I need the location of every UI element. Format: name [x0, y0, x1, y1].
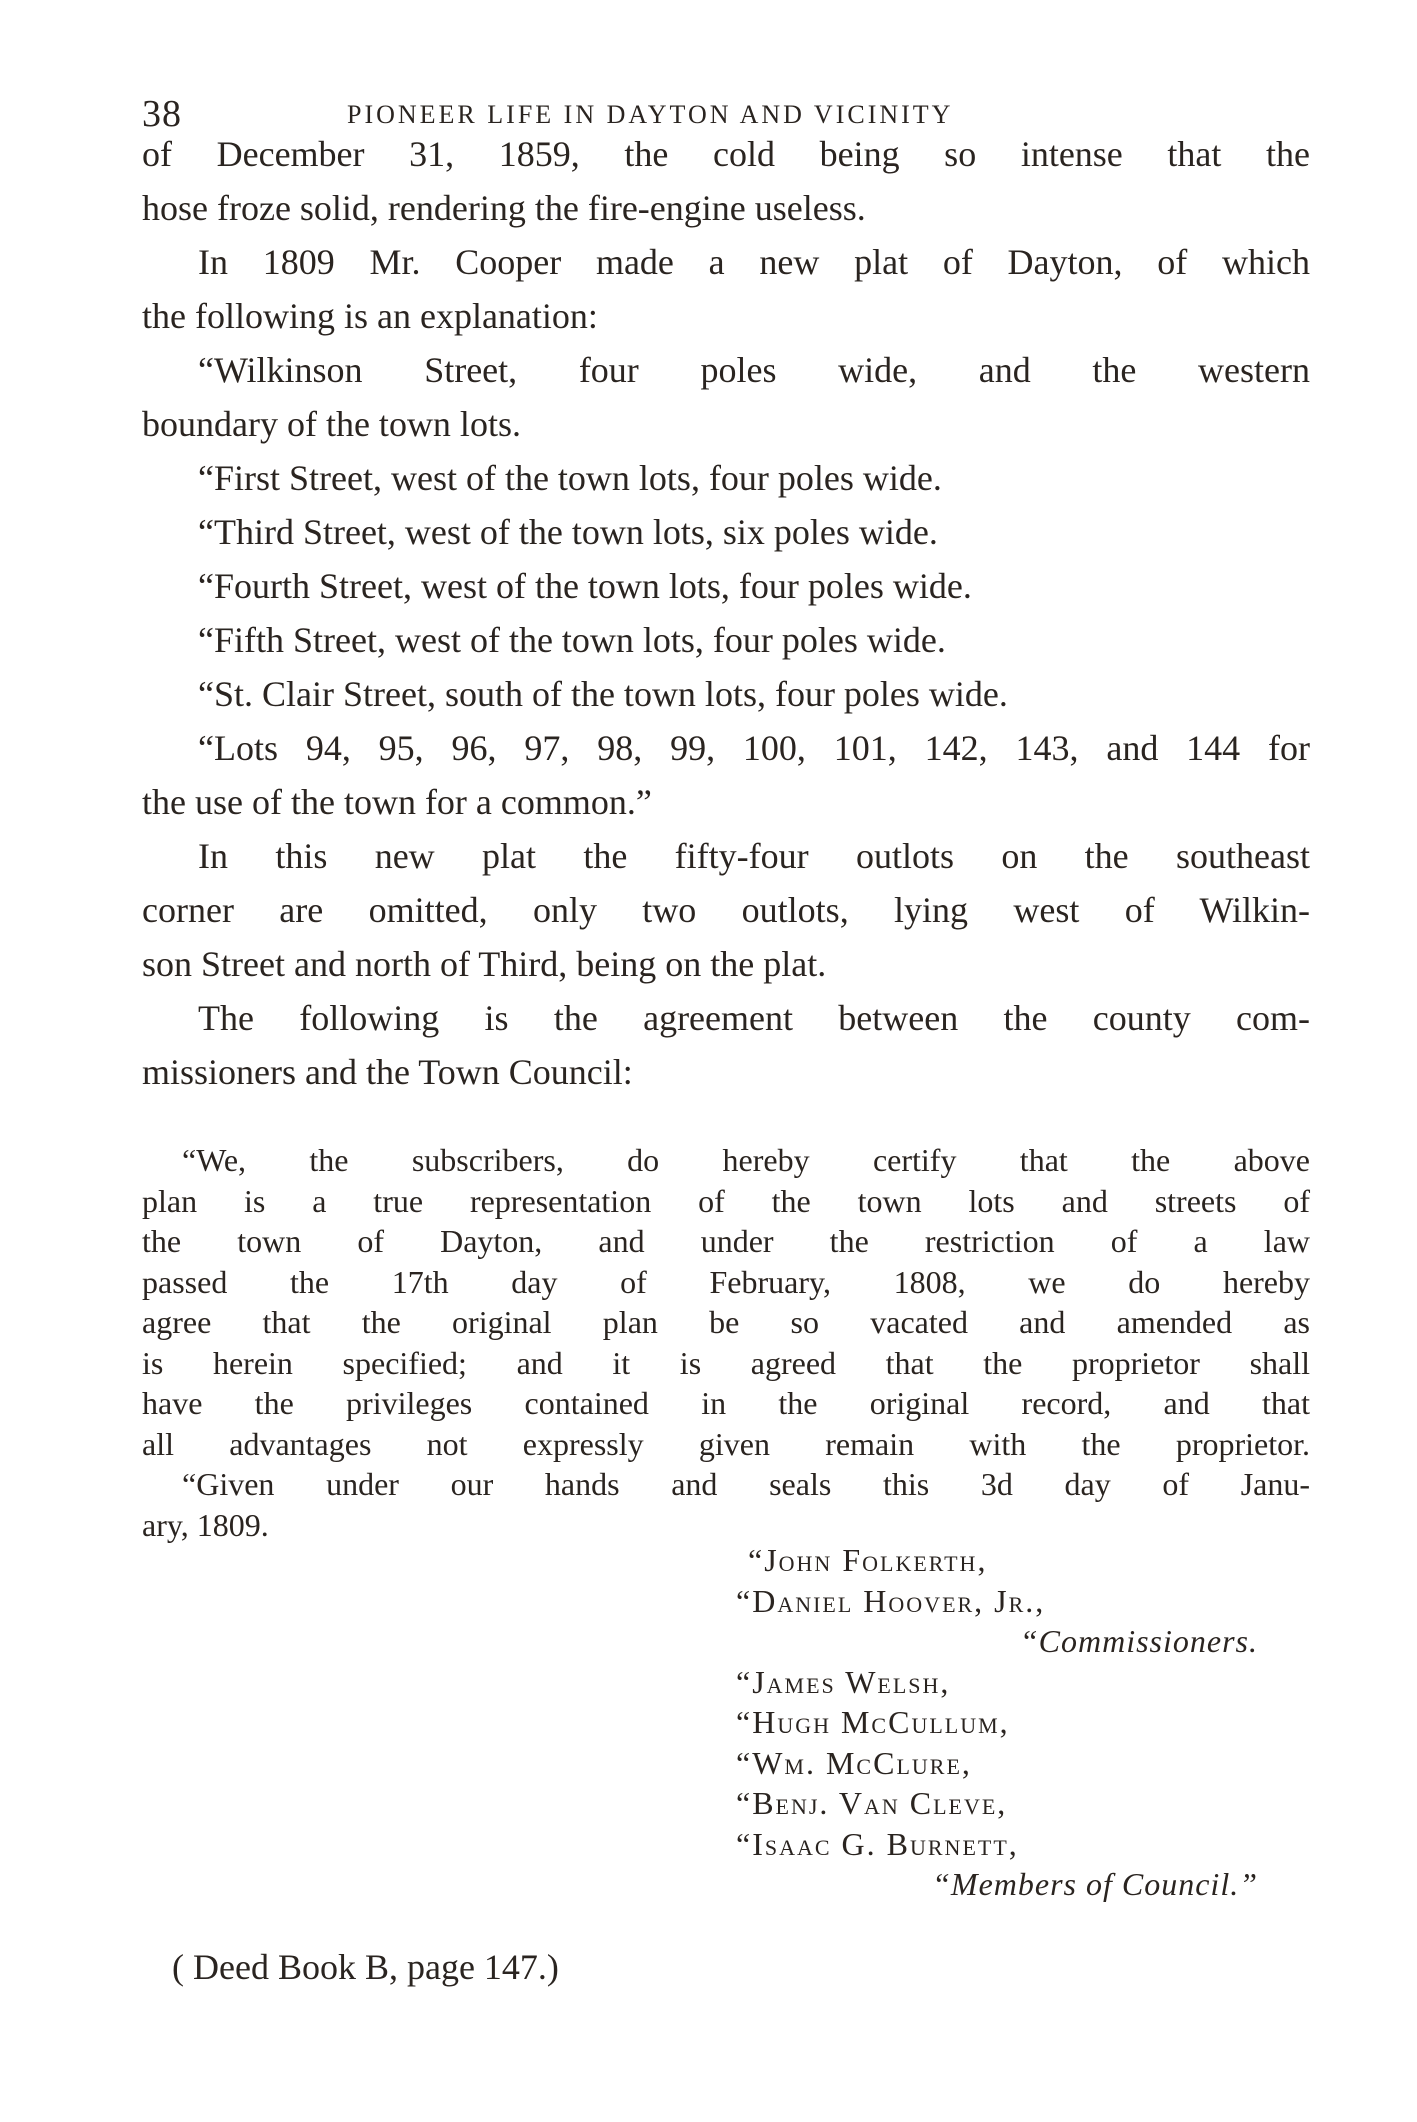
body-line: missioners and the Town Council: [142, 1052, 633, 1092]
council-signature: “James Welsh, [736, 1663, 951, 1700]
quote-line: plan is a true representation of the town lots and streets of [142, 1182, 1310, 1219]
page-number: 38 [142, 93, 182, 135]
quote-line: passed the 17th day of February, 1808, we do hereby [142, 1263, 1310, 1300]
agreement-quote [142, 1140, 1310, 1545]
commissioner-signature: “Daniel Hoover, Jr., [736, 1582, 1046, 1619]
body-line: corner are omitted, only two outlots, lying west of Wilkin- [142, 890, 1310, 930]
body-line: “St. Clair Street, south of the town lots, four poles wide. [198, 674, 1008, 714]
body-line: of December 31, 1859, the cold being so intense that the [142, 134, 1310, 174]
quote-line: is herein specified; and it is agreed that the proprietor shall [142, 1344, 1310, 1381]
body-line: the following is an explanation: [142, 296, 598, 336]
body-line: In this new plat the fifty-four outlots on the southeast [198, 836, 1310, 876]
quote-line: “Given under our hands and seals this 3d day of Janu- [182, 1466, 1310, 1502]
council-signature: “Isaac G. Burnett, [736, 1825, 1019, 1862]
body-line: “First Street, west of the town lots, four poles wide. [198, 458, 942, 498]
body-line: the use of the town for a common.” [142, 782, 652, 822]
council-signature: “Benj. Van Cleve, [736, 1785, 1008, 1821]
signature-block [736, 1540, 1296, 1905]
body-line: boundary of the town lots. [142, 404, 521, 444]
body-line: “Fourth Street, west of the town lots, four poles wide. [198, 566, 972, 606]
council-label: “Members of Council.” [932, 1866, 1258, 1902]
running-head: PIONEER LIFE IN DAYTON AND VICINITY [347, 100, 954, 129]
body-line: In 1809 Mr. Cooper made a new plat of Dayton, of which [198, 242, 1310, 282]
body-line: “Lots 94, 95, 96, 97, 98, 99, 100, 101, 142, 143, and 144 for [198, 728, 1310, 768]
quote-line: agree that the original plan be so vacated and amended as [142, 1304, 1310, 1340]
quote-line: have the privileges contained in the original record, and that [142, 1385, 1310, 1421]
body-line: The following is the agreement between the county com- [198, 998, 1310, 1038]
body-line: hose froze solid, rendering the fire-engine useless. [142, 188, 866, 228]
quote-line: “We, the subscribers, do hereby certify that the above [182, 1142, 1310, 1178]
body-line: son Street and north of Third, being on the plat. [142, 944, 827, 984]
quote-line: ary, 1809. [142, 1506, 269, 1543]
council-signature: “Wm. McClure, [736, 1744, 972, 1781]
council-signature: “Hugh McCullum, [736, 1704, 1010, 1740]
deed-citation: ( Deed Book B, page 147.) [172, 1947, 559, 1987]
quote-line: all advantages not expressly given remain with the proprietor. [142, 1425, 1310, 1462]
quote-line: the town of Dayton, and under the restriction of a law [142, 1223, 1310, 1259]
body-text [142, 127, 1310, 1099]
body-line: “Wilkinson Street, four poles wide, and the western [198, 350, 1310, 390]
body-line: “Third Street, west of the town lots, six poles wide. [198, 512, 938, 552]
commissioners-label: “Commissioners. [1019, 1623, 1258, 1659]
body-line: “Fifth Street, west of the town lots, four poles wide. [198, 620, 946, 660]
commissioner-signature: “John Folkerth, [748, 1542, 988, 1578]
